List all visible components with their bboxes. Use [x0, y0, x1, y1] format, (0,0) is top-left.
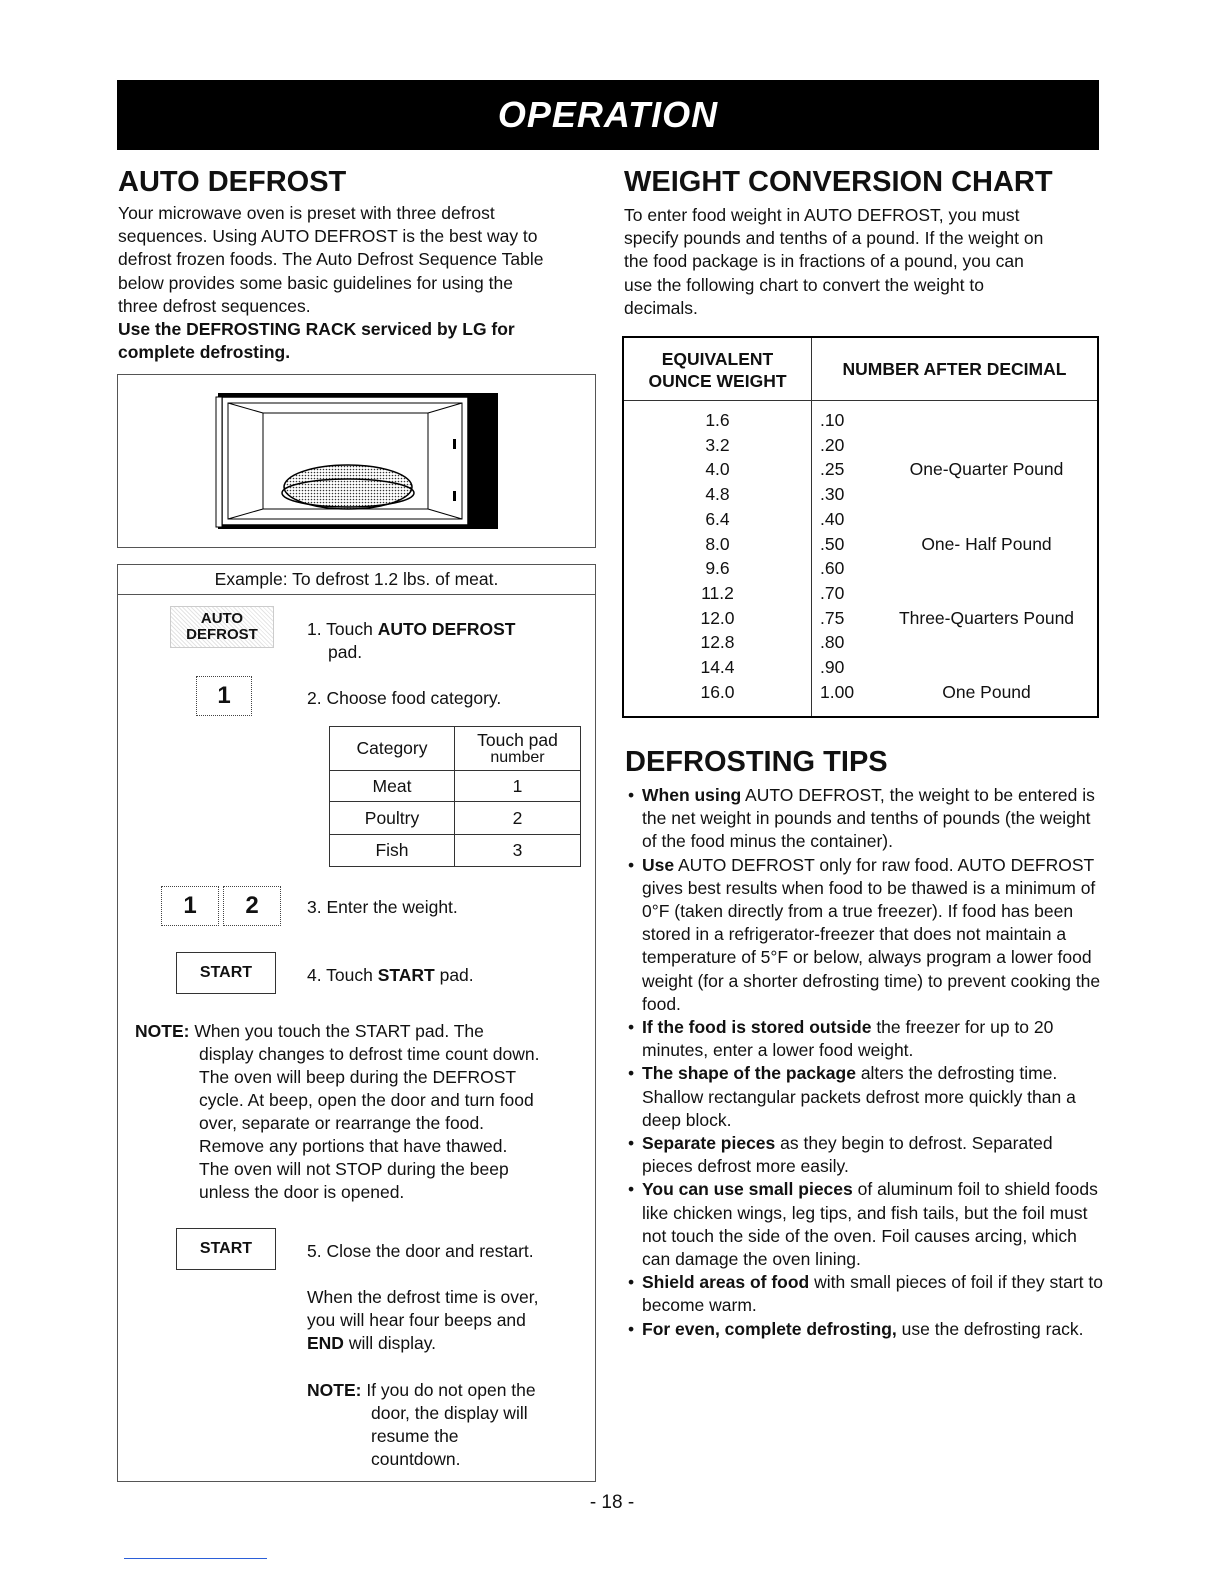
note2-block — [307, 1379, 536, 1471]
page-banner — [117, 80, 1099, 150]
bottom-rule — [124, 1558, 267, 1559]
step-1 — [307, 618, 515, 664]
table-row — [330, 835, 581, 867]
step-4-prefix: 4. Touch — [307, 965, 378, 985]
note-line: The oven will beep during the DEFROST — [199, 1067, 517, 1087]
defrosting-tips-list — [625, 784, 1105, 1341]
tip-text: alters the defrosting time. Shallow rectangular packets defrost more quickly than a deep block. — [642, 1063, 1076, 1130]
tip-bold: You can use small pieces — [642, 1179, 853, 1200]
number-pad-2[interactable] — [223, 886, 281, 926]
oz-cell: 11.2 — [701, 582, 734, 603]
table-row — [330, 802, 581, 835]
category-cell: Meat — [330, 771, 455, 802]
note2-line: door, the display will — [371, 1403, 528, 1423]
dec-cell: .70 — [820, 582, 845, 603]
tip-text: AUTO DEFROST, the weight to be entered is the net weight in pounds and tenths of pounds (the weight of the food minus the container). — [642, 785, 1095, 852]
note2-first-line: If you do not open the — [361, 1380, 536, 1400]
list-item: • Shield areas of food with small pieces of foil if they start to become warm. — [628, 1272, 1103, 1316]
tip-text: of aluminum foil to shield foods like chicken wings, leg tips, and fish tails, but the foil must not touch the side of the oven. Foil causes arcing, which can damage the oven lining. — [642, 1179, 1098, 1270]
microwave-oven-illustration — [118, 375, 595, 547]
touch-pad-header-line1: Touch pad — [477, 729, 558, 750]
tip-text: AUTO DEFROST only for raw food. AUTO DEFROST gives best results when food to be thawed is a minimum of 0°F (taken directly from a true freezer). If food has been stored in a refrigerator-freezer that does not maintain a temperature of 5°F or below, always program a lower food weight (for a shorter defrosting time) to prevent cooking the food. — [642, 854, 1101, 1014]
table-row — [624, 534, 1097, 559]
table-row — [624, 632, 1097, 657]
number-pad-2-label: 2 — [245, 892, 259, 919]
list-item: • The shape of the package alters the defrosting time. Shallow rectangular packets defrost more quickly than a deep block. — [628, 1063, 1076, 1130]
oz-cell: 16.0 — [700, 681, 735, 702]
page-number: - 18 - — [589, 1492, 635, 1513]
oz-cell: 3.2 — [705, 434, 730, 455]
desc-cell: One- Half Pound — [921, 533, 1052, 554]
dec-cell: .50 — [820, 533, 845, 554]
example-title: Example: To defrost 1.2 lbs. of meat. — [118, 565, 595, 595]
step-5: 5. Close the door and restart. — [307, 1241, 534, 1261]
dec-cell: .40 — [820, 508, 845, 529]
table-row — [624, 410, 1097, 435]
step-4 — [307, 964, 474, 987]
number-pad-1[interactable] — [196, 676, 252, 716]
intro-line: specify pounds and tenths of a pound. If the weight on — [624, 228, 1044, 249]
number-cell: 1 — [455, 771, 581, 802]
category-table — [329, 726, 581, 867]
auto-defrost-intro — [118, 202, 598, 364]
oz-cell: 4.8 — [705, 484, 730, 505]
intro-line: sequences. Using AUTO DEFROST is the best way to — [118, 226, 538, 247]
category-cell: Poultry — [330, 802, 455, 835]
note-line: Remove any portions that have thawed. — [199, 1136, 508, 1156]
ounce-weight-header-line2: OUNCE WEIGHT — [648, 371, 787, 391]
note-label: NOTE: — [135, 1021, 190, 1041]
category-table-header — [330, 727, 581, 771]
end-text — [307, 1286, 539, 1355]
weight-chart-intro — [624, 204, 1104, 320]
note-block — [135, 1020, 585, 1204]
page-banner-title: OPERATION — [497, 94, 719, 135]
oz-cell: 8.0 — [705, 533, 730, 554]
auto-defrost-pad[interactable] — [170, 606, 274, 648]
step-1-line2: pad. — [328, 642, 363, 662]
intro-line: decimals. — [624, 297, 698, 318]
note2-line: countdown. — [371, 1449, 461, 1469]
number-cell: 3 — [455, 835, 581, 867]
table-row — [624, 608, 1097, 633]
desc-cell: One Pound — [942, 681, 1031, 702]
defrosting-tips-heading: DEFROSTING TIPS — [625, 746, 888, 778]
tip-bold: If the food is stored outside — [642, 1017, 872, 1038]
category-cell: Fish — [330, 835, 455, 867]
oz-cell: 1.6 — [705, 410, 730, 430]
step-1-bold: AUTO DEFROST — [377, 619, 516, 639]
table-row — [624, 435, 1097, 460]
weight-conversion-table — [622, 336, 1099, 718]
touch-pad-header — [455, 727, 581, 771]
step-1-prefix: 1. Touch — [307, 619, 378, 639]
end-text-line1: When the defrost time is over, — [307, 1287, 539, 1307]
weight-chart-heading: WEIGHT CONVERSION CHART — [624, 166, 1053, 198]
desc-cell: One-Quarter Pound — [909, 459, 1064, 480]
note-line: unless the door is opened. — [199, 1182, 405, 1202]
oz-cell: 6.4 — [705, 508, 730, 529]
dec-cell: .80 — [820, 632, 845, 653]
step-4-bold: START — [377, 965, 435, 985]
table-row — [624, 657, 1097, 682]
table-row — [624, 558, 1097, 583]
tip-text: use the defrosting rack. — [896, 1318, 1084, 1339]
list-item: • If the food is stored outside the freezer for up to 20 minutes, enter a lower food weight. — [628, 1017, 1054, 1061]
list-item: • When using AUTO DEFROST, the weight to be entered is the net weight in pounds and tenths of pounds (the weight of the food minus the container). — [628, 785, 1095, 852]
list-item: • Use AUTO DEFROST only for raw food. AUTO DEFROST gives best results when food to be thawed is a minimum of 0°F (taken directly from a true freezer). If food has been stored in a refrigerator-freezer that does not maintain a temperature of 5°F or below, always program a lower food weight (for a shorter defrosting time) to prevent cooking the food. — [628, 854, 1101, 1014]
dec-cell: .60 — [820, 558, 845, 579]
note2-label: NOTE: — [307, 1380, 362, 1400]
category-header: Category — [330, 727, 455, 771]
end-text-bold: END — [307, 1333, 344, 1353]
rack-note-line: complete defrosting. — [118, 342, 291, 363]
dec-cell: .30 — [820, 484, 845, 505]
tip-bold: Separate pieces — [642, 1133, 776, 1154]
oven-illustration-box — [117, 374, 596, 548]
desc-cell: Three-Quarters Pound — [898, 607, 1075, 628]
start-pad[interactable] — [176, 1228, 276, 1270]
dec-cell: .10 — [820, 410, 845, 430]
start-pad-label: START — [199, 1240, 253, 1257]
oz-cell: 9.6 — [705, 558, 730, 579]
step-2: 2. Choose food category. — [307, 688, 502, 708]
table-row — [624, 682, 1097, 707]
number-pad-1-label: 1 — [217, 682, 231, 709]
tip-text: with small pieces of foil if they start to become warm. — [642, 1272, 1103, 1316]
dec-cell: .20 — [820, 434, 845, 455]
end-text-line2: you will hear four beeps and — [307, 1310, 526, 1330]
note-line: The oven will not STOP during the beep — [199, 1159, 509, 1179]
step-4-suffix: pad. — [434, 965, 474, 985]
table-row — [624, 583, 1097, 608]
tip-bold: When using — [642, 785, 742, 805]
intro-line: Your microwave oven is preset with three defrost — [118, 203, 495, 223]
oz-cell: 14.4 — [700, 657, 735, 677]
tip-bold: For even, complete defrosting, — [642, 1318, 897, 1339]
tip-text: as they begin to defrost. Separated pieces defrost more easily. — [642, 1133, 1053, 1177]
auto-defrost-heading: AUTO DEFROST — [118, 166, 347, 198]
table-divider — [624, 400, 1097, 401]
table-row — [624, 459, 1097, 484]
list-item: • Separate pieces as they begin to defrost. Separated pieces defrost more easily. — [628, 1133, 1053, 1177]
start-pad[interactable] — [176, 952, 276, 994]
list-item: • For even, complete defrosting, use the defrosting rack. — [628, 1318, 1084, 1339]
touch-pad-header-line2: number — [490, 748, 545, 766]
tip-bold: Shield areas of food — [642, 1272, 810, 1293]
end-text-line3: will display. — [343, 1333, 437, 1353]
rack-note-line: Use the DEFROSTING RACK serviced by LG for — [118, 319, 515, 340]
note-line: over, separate or rearrange the food. — [199, 1113, 485, 1133]
dec-cell: 1.00 — [820, 681, 855, 702]
dec-cell: .75 — [820, 607, 845, 628]
oz-cell: 12.8 — [700, 632, 735, 653]
dec-cell: .90 — [820, 657, 845, 677]
intro-line: three defrost sequences. — [118, 295, 311, 316]
start-pad-label: START — [199, 964, 253, 981]
table-row — [624, 509, 1097, 534]
step-3: 3. Enter the weight. — [307, 897, 458, 917]
ounce-weight-header — [624, 348, 811, 392]
number-pad-1[interactable] — [161, 886, 219, 926]
table-row — [330, 771, 581, 802]
intro-line: below provides some basic guidelines for using the — [118, 272, 513, 293]
oz-cell: 12.0 — [700, 607, 735, 628]
dec-cell: .25 — [820, 459, 845, 480]
number-pad-1-label: 1 — [183, 892, 197, 919]
table-row — [624, 484, 1097, 509]
note-first-line: When you touch the START pad. The — [189, 1021, 484, 1041]
note-line: cycle. At beep, open the door and turn food — [199, 1090, 534, 1110]
oz-cell: 4.0 — [705, 459, 730, 480]
intro-line: defrost frozen foods. The Auto Defrost Sequence Table — [118, 249, 544, 270]
number-cell: 2 — [455, 802, 581, 835]
note2-line: resume the — [371, 1426, 459, 1446]
tip-bold: Use — [642, 854, 675, 875]
intro-line: the food package is in fractions of a pound, you can — [624, 251, 1024, 272]
auto-defrost-pad-line2: DEFROST — [186, 626, 258, 643]
note-line: display changes to defrost time count down. — [199, 1044, 540, 1064]
decimal-header: NUMBER AFTER DECIMAL — [842, 359, 1067, 379]
intro-line: use the following chart to convert the weight to — [624, 274, 984, 295]
ounce-weight-header-line1: EQUIVALENT — [661, 349, 774, 369]
list-item: • You can use small pieces of aluminum foil to shield foods like chicken wings, leg tips, and fish tails, but the foil must not touch the side of the oven. Foil causes arcing, which can damage the oven lining. — [628, 1179, 1098, 1270]
tip-bold: The shape of the package — [642, 1063, 856, 1084]
auto-defrost-pad-line1: AUTO — [200, 610, 244, 627]
intro-line: To enter food weight in AUTO DEFROST, you must — [624, 205, 1020, 225]
tip-text: the freezer for up to 20 minutes, enter a lower food weight. — [642, 1017, 1054, 1061]
